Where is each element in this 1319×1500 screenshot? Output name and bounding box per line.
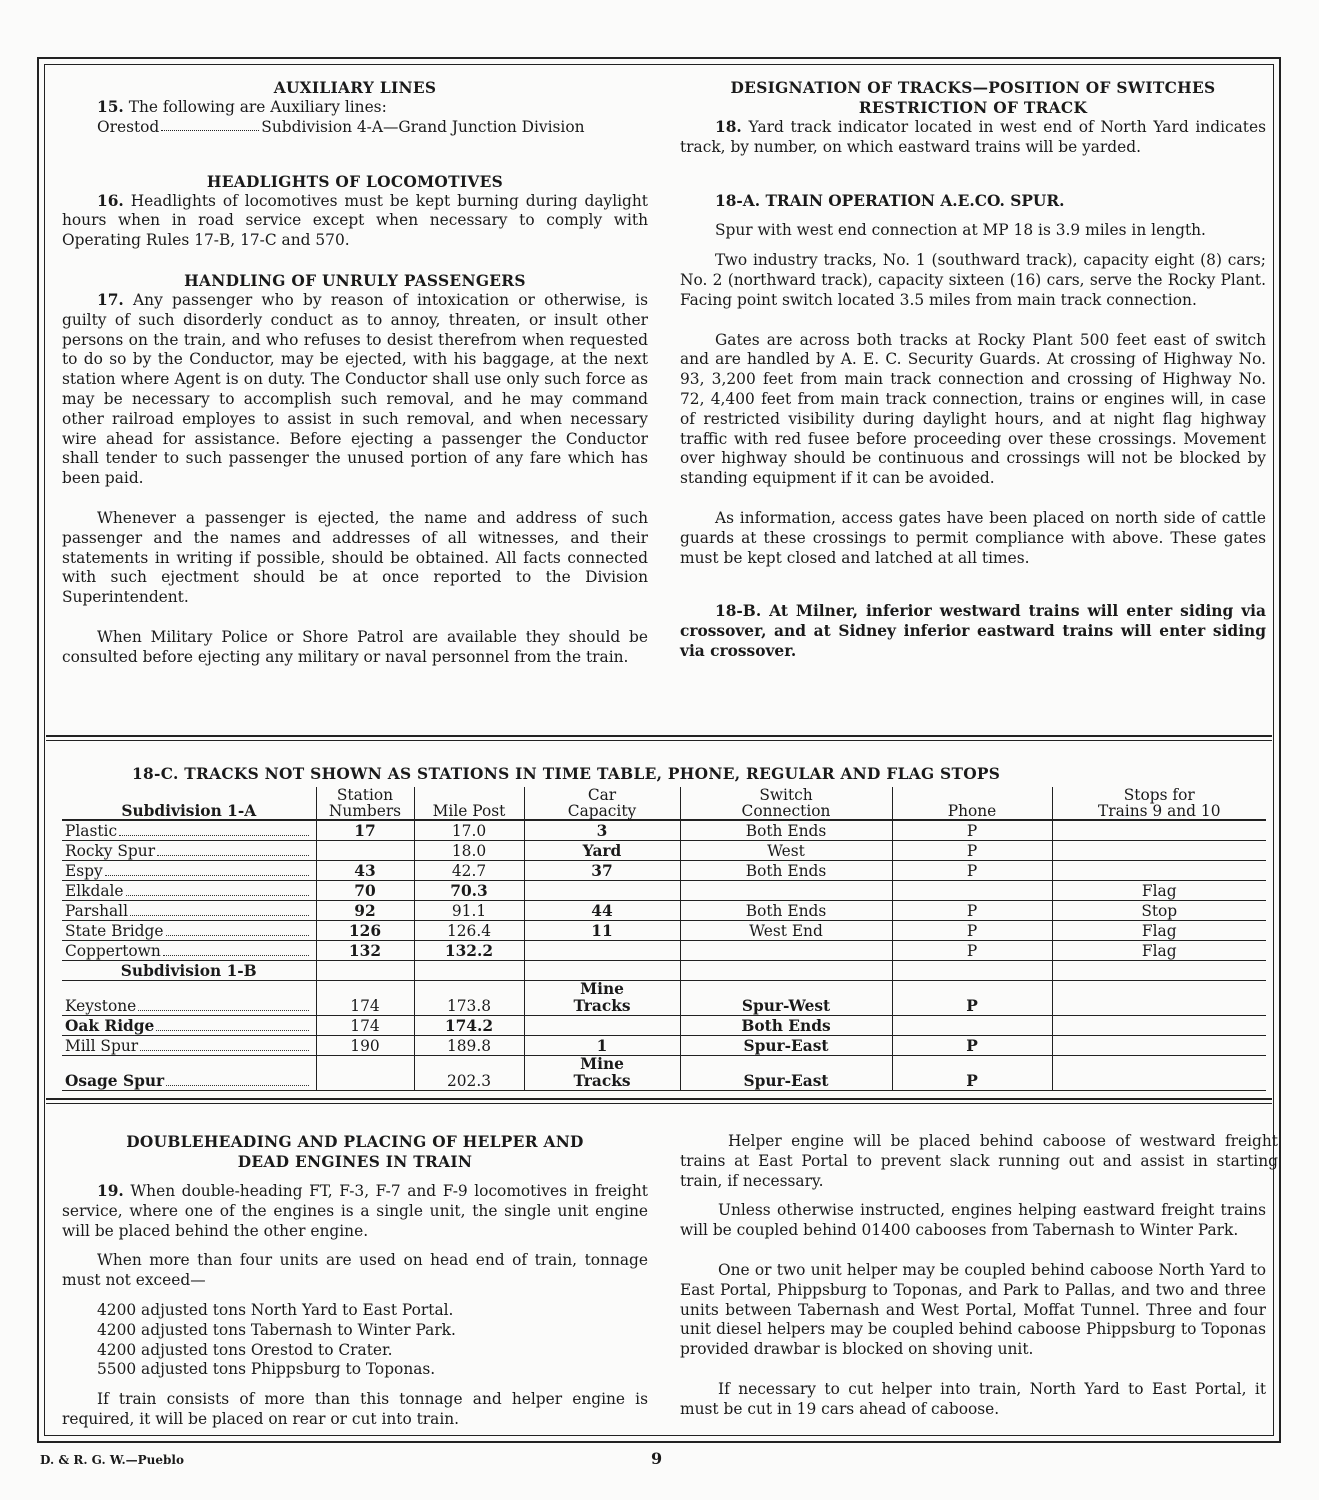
- mile-post: 17.0: [414, 820, 524, 841]
- station-name: Rocky Spur: [62, 841, 316, 861]
- mile-post: 174.2: [414, 1016, 524, 1036]
- table-row: [62, 1036, 1266, 1056]
- car-capacity: 11: [524, 921, 680, 941]
- switch-connection: Both Ends: [680, 901, 892, 921]
- phone: P: [892, 1036, 1052, 1056]
- station-name: Mill Spur: [62, 1036, 316, 1056]
- subdivision-1b-row: Subdivision 1-B: [62, 961, 1266, 981]
- table-header-row: [62, 787, 1266, 820]
- car-capacity: Mine Tracks: [524, 1056, 680, 1091]
- station-number: 70: [316, 881, 414, 901]
- station-name: Osage Spur: [62, 1056, 316, 1091]
- rule-15: 15. The following are Auxiliary lines:: [97, 98, 387, 116]
- doubleheading-heading-2: DEAD ENGINES IN TRAIN: [237, 1153, 473, 1171]
- tonnage-item: 5500 adjusted tons Phippsburg to Toponas.: [97, 1360, 436, 1379]
- section-divider: [46, 740, 1272, 741]
- table-row: [62, 1016, 1266, 1036]
- mile-post: 202.3: [414, 1056, 524, 1091]
- helper-paragraph-1: Helper engine will be placed behind caboose of westward freight trains at East Portal to prevent slack running out and assist in starting train, if necessary.: [680, 1132, 1278, 1190]
- station-name: Coppertown: [62, 941, 316, 961]
- phone: [892, 1016, 1052, 1036]
- switch-connection: Both Ends: [680, 861, 892, 881]
- footer-railroad: D. & R. G. W.—Pueblo: [40, 1453, 184, 1467]
- stop-type: [1052, 981, 1266, 1016]
- table-row: [62, 941, 1266, 961]
- station-number: 174: [316, 1016, 414, 1036]
- mile-post: 42.7: [414, 861, 524, 881]
- section-divider: [46, 1103, 1272, 1104]
- phone: P: [892, 921, 1052, 941]
- table-row: [62, 921, 1266, 941]
- switch-connection: Both Ends: [680, 1016, 892, 1036]
- phone: P: [892, 820, 1052, 841]
- left-bottom-column: [62, 1132, 648, 1430]
- rule-17: 17. Any passenger who by reason of intoxication or otherwise, is guilty of such disorderly conduct as to annoy, threaten, or insult other persons on the train, and who refuses to desist therefrom when requested to do so by the Conductor, may be ejected, with his baggage, at the next station where Agent is on duty. The Conductor shall use only such force as may be necessary to accomplish such removal, and he may command other railroad employes to assist in such removal, and when necessary wire ahead for assistance. Before ejecting a passenger the Conductor shall tender to such passenger the unused portion of any fare which has been paid.: [62, 290, 648, 488]
- stop-type: [1052, 1016, 1266, 1036]
- phone: P: [892, 1056, 1052, 1091]
- station-name: Oak Ridge: [62, 1016, 316, 1036]
- auxiliary-line-entry: Orestod Subdivision 4-A—Grand Junction Division: [97, 117, 585, 136]
- station-name: Elkdale: [62, 881, 316, 901]
- car-capacity: Yard: [524, 841, 680, 861]
- car-capacity: [524, 1016, 680, 1036]
- stop-type: [1052, 841, 1266, 861]
- stop-type: [1052, 861, 1266, 881]
- phone: P: [892, 941, 1052, 961]
- station-number: 190: [316, 1036, 414, 1056]
- phone: P: [892, 841, 1052, 861]
- helper-paragraph-4: If necessary to cut helper into train, North Yard to East Portal, it must be cut in 19 cars ahead of caboose.: [680, 1379, 1266, 1418]
- rule-19: 19. When double-heading FT, F-3, F-7 and F-9 locomotives in freight service, where one of the engines is a single unit, the single unit engine will be placed behind the other engine.: [62, 1182, 648, 1240]
- station-name: Keystone: [62, 981, 316, 1016]
- station-number: 174: [316, 981, 414, 1016]
- station-number: [316, 841, 414, 861]
- right-bottom-column: [680, 1132, 1278, 1420]
- phone: P: [892, 861, 1052, 881]
- stop-type: Flag: [1052, 921, 1266, 941]
- rule-19-paragraph-3: If train consists of more than this tonnage and helper engine is required, it will be placed on rear or cut into train.: [62, 1390, 648, 1428]
- rule-18: 18. Yard track indicator located in west end of North Yard indicates track, by number, on which eastward trains will be yarded.: [680, 118, 1266, 156]
- mile-post: 70.3: [414, 881, 524, 901]
- rule-19-paragraph-2: When more than four units are used on head end of train, tonnage must not exceed—: [62, 1251, 648, 1290]
- station-number: 17: [316, 820, 414, 841]
- header-phone: Phone: [892, 787, 1052, 820]
- header-switch-connection: Switch Connection: [680, 787, 892, 820]
- switch-connection: Both Ends: [680, 820, 892, 841]
- header-subdivision: Subdivision 1-A: [62, 787, 316, 820]
- table-title: 18-C. TRACKS NOT SHOWN AS STATIONS IN TIME TABLE, PHONE, REGULAR AND FLAG STOPS: [132, 765, 1001, 783]
- car-capacity: 37: [524, 861, 680, 881]
- header-stops: Stops for Trains 9 and 10: [1052, 787, 1266, 820]
- table-row: [62, 861, 1266, 881]
- tonnage-item: 4200 adjusted tons Orestod to Crater.: [97, 1340, 393, 1359]
- switch-connection: Spur-West: [680, 981, 892, 1016]
- switch-connection: West End: [680, 921, 892, 941]
- switch-connection: West: [680, 841, 892, 861]
- phone: P: [892, 901, 1052, 921]
- section-divider: [46, 1098, 1272, 1100]
- stop-type: [1052, 1056, 1266, 1091]
- rule-18a-heading: 18-A. TRAIN OPERATION A.E.CO. SPUR.: [715, 191, 1065, 210]
- right-top-column: [680, 78, 1266, 662]
- stop-type: [1052, 820, 1266, 841]
- designation-heading-1: DESIGNATION OF TRACKS—POSITION OF SWITCHES: [730, 79, 1216, 97]
- rule-18b: 18-B. At Milner, inferior westward trains will enter siding via crossover, and at Sidney inferior eastward trains will enter siding via crossover.: [680, 602, 1266, 660]
- header-mile-post: Mile Post: [414, 787, 524, 820]
- mile-post: 91.1: [414, 901, 524, 921]
- station-name: Plastic: [62, 820, 316, 841]
- tonnage-item: 4200 adjusted tons North Yard to East Portal.: [97, 1300, 454, 1319]
- table-row: [62, 901, 1266, 921]
- helper-paragraph-2: Unless otherwise instructed, engines helping eastward freight trains will be coupled behind 01400 cabooses from Tabernash to Winter Park.: [680, 1201, 1266, 1240]
- mile-post: 18.0: [414, 841, 524, 861]
- switch-connection: [680, 941, 892, 961]
- auxiliary-lines-heading: AUXILIARY LINES: [273, 79, 437, 97]
- car-capacity: 3: [524, 820, 680, 841]
- doubleheading-heading-1: DOUBLEHEADING AND PLACING OF HELPER AND: [126, 1133, 584, 1151]
- station-number: 132: [316, 941, 414, 961]
- rule-18a-paragraph-1: Spur with west end connection at MP 18 is 3.9 miles in length.: [715, 221, 1206, 240]
- stop-type: Stop: [1052, 901, 1266, 921]
- switch-connection: [680, 881, 892, 901]
- switch-connection: Spur-East: [680, 1056, 892, 1091]
- station-name: Espy: [62, 861, 316, 881]
- section-divider: [46, 735, 1272, 737]
- mile-post: 126.4: [414, 921, 524, 941]
- rule-18a-paragraph-2: Two industry tracks, No. 1 (southward track), capacity eight (8) cars; No. 2 (northward track), capacity sixteen (16) cars, serve the Rocky Plant. Facing point switch located 3.5 miles from main track connection.: [680, 251, 1266, 309]
- rule-16: 16. Headlights of locomotives must be kept burning during daylight hours when in road service except when necessary to comply with Operating Rules 17-B, 17-C and 570.: [62, 191, 648, 250]
- car-capacity: Mine Tracks: [524, 981, 680, 1016]
- mile-post: 173.8: [414, 981, 524, 1016]
- helper-paragraph-3: One or two unit helper may be coupled behind caboose North Yard to East Portal, Phippsburg to Toponas, and Park to Pallas, and two and three units between Tabernash and West Portal, Moffat Tunnel. Three and four unit diesel helpers may be coupled behind caboose Phippsburg to Toponas provided drawbar is blocked on shoving unit.: [680, 1260, 1266, 1359]
- header-station: Station Numbers: [316, 787, 414, 820]
- station-number: 126: [316, 921, 414, 941]
- station-name: Parshall: [62, 901, 316, 921]
- table-row: [62, 1056, 1266, 1091]
- headlights-heading: HEADLIGHTS OF LOCOMOTIVES: [206, 172, 504, 191]
- station-number: 43: [316, 861, 414, 881]
- station-number: 92: [316, 901, 414, 921]
- tonnage-item: 4200 adjusted tons Tabernash to Winter Park.: [97, 1320, 456, 1339]
- station-number: [316, 1056, 414, 1091]
- header-car-capacity: Car Capacity: [524, 787, 680, 820]
- rule-17-paragraph-3: When Military Police or Shore Patrol are available they should be consulted before ejecting any military or naval personnel from the train.: [62, 627, 648, 666]
- left-top-column: [62, 78, 648, 668]
- table-row: [62, 820, 1266, 841]
- switch-connection: Spur-East: [680, 1036, 892, 1056]
- stop-type: Flag: [1052, 941, 1266, 961]
- car-capacity: [524, 881, 680, 901]
- mile-post: 189.8: [414, 1036, 524, 1056]
- car-capacity: 44: [524, 901, 680, 921]
- car-capacity: [524, 941, 680, 961]
- stop-type: Flag: [1052, 881, 1266, 901]
- phone: P: [892, 981, 1052, 1016]
- page-number: 9: [651, 1449, 663, 1468]
- tracks-table: [62, 787, 1266, 1091]
- rule-17-paragraph-2: Whenever a passenger is ejected, the name and address of such passenger and the names and addresses of all witnesses, and their statements in writing if possible, should be obtained. All facts connected with such ejectment should be at once reported to the Division Superintendent.: [62, 508, 648, 607]
- table-row: [62, 841, 1266, 861]
- rule-18a-paragraph-3: Gates are across both tracks at Rocky Plant 500 feet east of switch and are handled by A. E. C. Security Guards. At crossing of Highway No. 93, 3,200 feet from main track connection and crossing of Highway No. 72, 4,400 feet from main track connection, trains or engines will, in case of restricted visibility during daylight hours, and at night flag highway traffic with red fusee before proceeding over these crossings. Movement over highway should be continuous and crossings will not be blocked by standing equipment if it can be avoided.: [680, 330, 1266, 488]
- table-row: [62, 981, 1266, 1016]
- mile-post: 132.2: [414, 941, 524, 961]
- designation-heading-2: RESTRICTION OF TRACK: [858, 99, 1088, 117]
- unruly-passengers-heading: HANDLING OF UNRULY PASSENGERS: [184, 271, 526, 290]
- car-capacity: 1: [524, 1036, 680, 1056]
- stop-type: [1052, 1036, 1266, 1056]
- station-name: State Bridge: [62, 921, 316, 941]
- table-row: [62, 881, 1266, 901]
- rule-18a-paragraph-4: As information, access gates have been placed on north side of cattle guards at these crossings to permit compliance with above. These gates must be kept closed and latched at all times.: [680, 508, 1266, 567]
- phone: [892, 881, 1052, 901]
